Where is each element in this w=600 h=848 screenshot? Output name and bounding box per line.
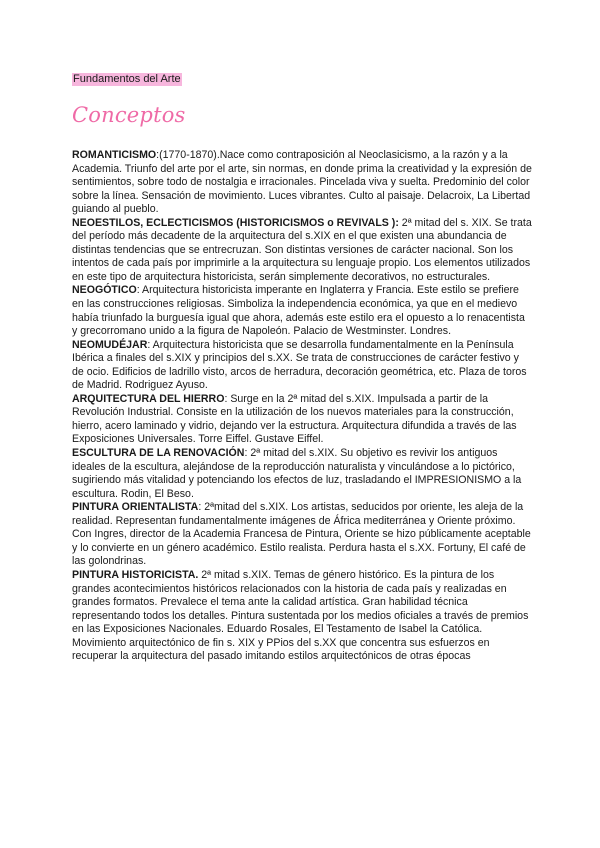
entry-term: ARQUITECTURA DEL HIERRO bbox=[72, 392, 225, 405]
entry-text: : Arquitectura historicista que se desarrolla fundamentalmente en la Península Ibérica a finales del s.XIX y principios del s.XX. Se trata de construcciones de carácter festivo y de ocio. Edificios de ladrillo visto, arcos de herradura, decoración geométrica, etc. Plaza de toros de Madrid. Rodriguez Ayuso. bbox=[72, 338, 527, 392]
page-title: Conceptos bbox=[72, 103, 186, 127]
entry-term: ESCULTURA DE LA RENOVACIÓN bbox=[72, 447, 245, 460]
entry-neogotico bbox=[72, 284, 532, 338]
entry-movimiento-arquitectonico bbox=[72, 637, 532, 664]
entry-text: 2ª mitad del s. XIX. Se trata del período más decadente de la arquitectura del s.XIX en el que existen una abundancia de distintas tendencias que se entrecruzan. Son distintas versiones de carácter nacional. Son los intentos de cada país por imprimirle a la arquitectura su lenguaje propio. Los elementos utilizados en este tipo de arquitectura historicista, serán simplemente decorativos, no estructurales. bbox=[72, 216, 532, 283]
entry-text: : Arquitectura historicista imperante en Inglaterra y Francia. Este estilo se prefiere en las construcciones religiosas. Simboliza la independencia económica, ya que en el medievo había triunfado la burguesía igual que ahora, además este estilo era el opuesto a lo renacentista y grecorromano unido a la figura de Napoleón. Palacio de Westminster. Londres. bbox=[72, 284, 525, 338]
entry-text: :(1770-1870).Nace como contraposición al Neoclasicismo, a la razón y a la Academia. Triunfo del arte por el arte, sin normas, en donde prima la creatividad y la expresión de sentimientos, sobre todo de nostalgia e irracionales. Pincelada viva y suelta. Predominio del color sobre la línea. Sensación de movimiento. Luces vibrantes. Culto al paisaje. Delacroix, La Libertad guiando al pueblo. bbox=[72, 149, 532, 216]
entry-arquitectura-hierro bbox=[72, 393, 532, 447]
entry-pintura-historicista bbox=[72, 569, 532, 637]
entry-text: : 2ª mitad del s.XIX. Su objetivo es revivir los antiguos ideales de la escultura, alejándose de la reproducción naturalista y vinculándose a lo pictórico, sugiriendo más vitalidad y potenciando los efectos de luz, trasladando el IMPRESIONISMO a la escultura. Rodin, El Beso. bbox=[72, 447, 522, 500]
entry-text: 2ª mitad s.XIX. Temas de género histórico. Es la pintura de los grandes acontecimientos históricos relacionados con la historia de cada país y realizadas en grandes formatos. Prevalece el tema ante la calidad artística. Gran habilidad técnica representando todos los detalles. Pintura sustentada por los medios oficiales a través de premios en las Exposiciones Nacionales. Eduardo Rosales, El Testamento de Isabel la Católica. bbox=[72, 568, 529, 636]
entry-neomudejar bbox=[72, 339, 532, 393]
entry-term: NEOESTILOS, ECLECTICISMOS (HISTORICISMOS o REVIVALS ): bbox=[72, 216, 399, 229]
subject-highlight: Fundamentos del Arte bbox=[73, 73, 181, 85]
entry-escultura-renovacion bbox=[72, 447, 532, 501]
entry-neoestilos bbox=[72, 217, 532, 285]
entry-term: NEOMUDÉJAR bbox=[72, 338, 148, 351]
entry-pintura-orientalista bbox=[72, 501, 532, 569]
entry-term: NEOGÓTICO bbox=[72, 284, 137, 297]
entry-term: ROMANTICISMO bbox=[72, 149, 157, 161]
concepts-body bbox=[72, 149, 532, 664]
entry-term: PINTURA HISTORICISTA. bbox=[72, 568, 199, 581]
entry-romanticismo bbox=[72, 149, 532, 217]
entry-text: : 2ªmitad del s.XIX. Los artistas, seducidos por oriente, les aleja de la realidad. Representan fundamentalmente imágenes de África mediterránea y Oriente próximo. Con Ingres, director de la Academia Francesa de Pintura, Oriente se hizo públicamente aceptable y lo convierte en un género académico. Estilo realista. Perdura hasta el s.XX. Fortuny, El café de las golondrinas. bbox=[72, 501, 531, 568]
entry-text: Movimiento arquitectónico de fin s. XIX y PPios del s.XX que concentra sus esfuerzos en recuperar la arquitectura del pasado imitando estilos arquitectónicos de otras épocas bbox=[72, 636, 490, 663]
entry-text: : Surge en la 2ª mitad del s.XIX. Impulsada a partir de la Revolución Industrial. Consiste en la utilización de los nuevos materiales para la construcción, hierro, acero laminado y vidrio, dejando ver la estructura. Arquitectura difundida a través de las Exposiciones Universales. Torre Eiffel. Gustave Eiffel. bbox=[72, 392, 517, 446]
entry-term: PINTURA ORIENTALISTA bbox=[72, 501, 199, 514]
